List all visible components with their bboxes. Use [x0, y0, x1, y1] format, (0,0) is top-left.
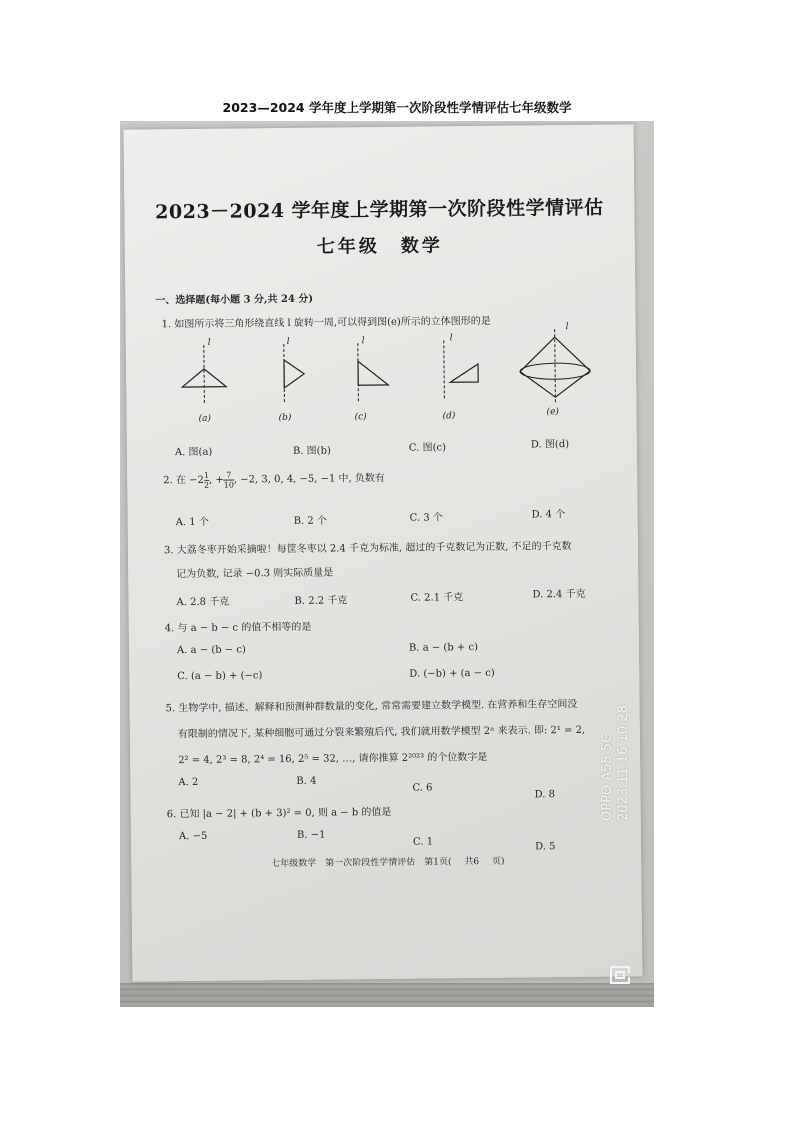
camera-watermark — [600, 705, 632, 821]
figure-a-label: (a) — [198, 413, 212, 424]
q4-option-d: D. (−b) + (a − c) — [409, 667, 495, 680]
q6-option-a: A. −5 — [178, 830, 208, 843]
q4-option-a: A. a − (b − c) — [176, 644, 246, 657]
q1-option-b: B. 图(b) — [292, 445, 331, 457]
axis-label-b: l — [286, 336, 290, 347]
q2-stem-pre: 2. 在 −2 — [163, 474, 204, 487]
fraction-seven-tenths — [224, 471, 234, 490]
fraction-numerator: 7 — [224, 471, 234, 481]
q6-stem: 6. 已知 |a − 2| + (b + 3)² = 0, 则 a − b 的值是 — [166, 806, 392, 821]
figure-e-solid — [512, 325, 603, 406]
exam-photo — [120, 121, 654, 1007]
figure-d — [432, 336, 487, 404]
q5-option-c: C. 6 — [412, 782, 433, 794]
q5-option-a: A. 2 — [178, 776, 199, 789]
fraction-numerator: 1 — [203, 470, 209, 480]
figure-d-label: (d) — [442, 411, 456, 422]
fraction-denominator: 2 — [203, 480, 210, 490]
q6-option-d: D. 5 — [535, 841, 556, 853]
table-surface — [120, 983, 654, 1007]
q1-option-c: C. 图(c) — [408, 442, 447, 454]
figure-c-label: (c) — [354, 412, 367, 423]
q1-option-d: D. 图(d) — [530, 439, 570, 451]
q4-option-c: C. (a − b) + (−c) — [177, 670, 263, 683]
q3-line2: 记为负数, 记录 −0.3 则实际质量是 — [176, 567, 334, 581]
capture-timestamp: 2023.11.16 10:28 — [616, 704, 631, 821]
axis-label-c: l — [361, 336, 365, 347]
q5-line3: 2² = 4, 2³ = 8, 2⁴ = 16, 2⁵ = 32, …, 请你推算 2²⁰²³ 的个位数字是 — [178, 751, 488, 767]
figure-c — [344, 339, 395, 405]
q1-stem: 1. 如图所示将三角形绕直线 l 旋转一周,可以得到图(e)所示的立体图形的是 — [161, 315, 491, 331]
camera-model: OPPO A55 5G — [600, 732, 615, 821]
q2-stem — [163, 469, 385, 490]
q3-option-d: D. 2.4 千克 — [532, 588, 586, 601]
exam-subtitle: 七年级 数学 — [316, 235, 443, 258]
q2-option-d: D. 4 个 — [531, 509, 566, 521]
q5-line1: 5. 生物学中, 描述、解释和预测种群数量的变化, 常常需要建立数学模型. 在营养和生存空间没 — [165, 698, 578, 715]
exam-paper — [124, 124, 643, 981]
q5-option-b: B. 4 — [296, 775, 317, 787]
q4-option-b: B. a − (b + c) — [408, 642, 479, 654]
page-footer: 七年级数学 第一次阶段性学情评估 第1页( 共6 页) — [271, 856, 505, 870]
camera-logo-icon — [608, 963, 632, 987]
q4-stem: 4. 与 a − b − c 的值不相等的是 — [164, 621, 312, 635]
q3-option-c: C. 2.1 千克 — [410, 592, 464, 604]
figure-b — [264, 340, 315, 406]
figure-a — [174, 341, 235, 407]
q3-line1: 3. 大荔冬枣开始采摘啦！每筐冬枣以 2.4 千克为标准, 超过的千克数记为正数, 不足的千克数 — [163, 541, 572, 557]
q2-option-b: B. 2 个 — [293, 515, 327, 527]
q2-stem-mid: , + — [208, 474, 224, 486]
q2-option-c: C. 3 个 — [409, 512, 443, 524]
figure-b-label: (b) — [278, 412, 292, 424]
axis-label-e: l — [565, 322, 569, 333]
axis-label-d: l — [449, 333, 453, 344]
q6-option-c: C. 1 — [412, 836, 434, 848]
figure-e-label: (e) — [546, 407, 559, 418]
q3-option-b: B. 2.2 千克 — [294, 595, 348, 607]
document-title: 2023—2024 学年度上学期第一次阶段性学情评估七年级数学 — [222, 100, 572, 115]
exam-title: 2023－2024 学年度上学期第一次阶段性学情评估 — [155, 196, 604, 224]
section-heading: 一、选择题(每小题 3 分,共 24 分) — [155, 293, 314, 307]
fraction-denominator: 10 — [223, 480, 234, 490]
q2-stem-post: , −2, 3, 0, 4, −5, −1 中, 负数有 — [233, 472, 385, 486]
q2-option-a: A. 1 个 — [175, 516, 209, 529]
axis-label-a: l — [207, 337, 211, 348]
q5-line2: 有限制的情况下, 某种细胞可通过分裂来繁殖后代, 我们就用数学模型 2ⁿ 来表示. 即: 2¹ = 2, — [177, 724, 586, 741]
q3-option-a: A. 2.8 千克 — [176, 596, 230, 609]
q1-option-a: A. 图(a) — [174, 446, 213, 459]
q5-option-d: D. 8 — [534, 789, 555, 801]
q6-option-b: B. −1 — [296, 829, 326, 841]
